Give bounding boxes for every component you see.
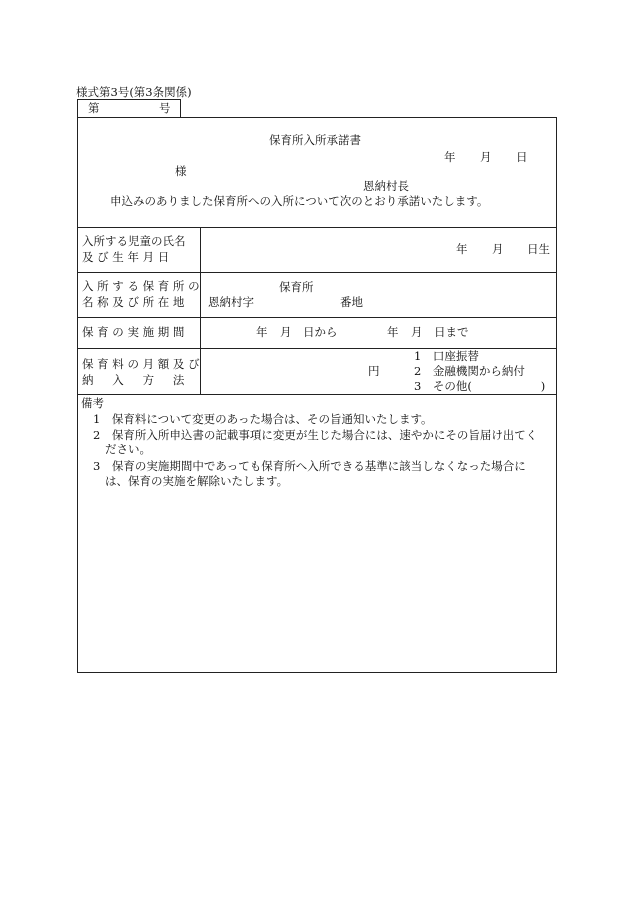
birth-year: 年 [456, 242, 468, 256]
birthdate-label: 及 び 生 年 月 日 [82, 250, 170, 264]
date-day: 日 [516, 150, 528, 164]
document-title: 保育所入所承諾書 [269, 133, 361, 147]
period-from-year: 年 [256, 325, 268, 339]
intro-text: 申込みのありました保育所への入所について次のとおり承諾いたします。 [110, 194, 489, 208]
child-name-label: 入所する児童の氏名 [82, 234, 186, 248]
row-divider-4 [77, 348, 557, 349]
date-month: 月 [480, 150, 492, 164]
form-label: 様式第3号(第3条関係) [76, 85, 192, 99]
location-label: 名 称 及 び 所 在 地 [82, 295, 185, 309]
remark-item-3: 3 保育の実施期間中であっても保育所へ入所できる基準に該当しなくなった場合に [93, 459, 526, 473]
period-to-day: 日まで [434, 325, 469, 339]
period-label: 保 育 の 実 施 期 間 [82, 325, 185, 339]
period-from-month: 月 [280, 325, 292, 339]
row-divider-5 [77, 394, 557, 395]
number-box-right: 号 [159, 101, 171, 115]
nursery-suffix: 保育所 [279, 280, 314, 294]
row-divider-2 [77, 272, 557, 273]
date-year: 年 [444, 150, 456, 164]
period-to-month: 月 [411, 325, 423, 339]
fee-label: 保 育 料 の 月 額 及 び [82, 357, 200, 371]
birth-day: 日生 [527, 242, 550, 256]
period-to-year: 年 [387, 325, 399, 339]
remark-item-2-cont: ださい。 [105, 442, 151, 456]
nursery-label: 入 所 す る 保 育 所 の [82, 279, 200, 293]
payment-label: 納 入 方 法 [82, 373, 185, 387]
village-prefix: 恩納村字 [208, 295, 254, 309]
banchi-suffix: 番地 [340, 295, 363, 309]
column-divider [200, 227, 201, 394]
remark-item-1: 1 保育料について変更のあった場合は、その旨通知いたします。 [93, 412, 433, 426]
row-divider-1 [77, 227, 557, 228]
remark-item-2: 2 保育所入所申込書の記載事項に変更が生じた場合には、速やかにその旨届け出てく [93, 428, 538, 442]
payment-option-3: 3 その他( ) [414, 379, 546, 393]
remarks-title: 備考 [81, 396, 104, 410]
row-divider-3 [77, 317, 557, 318]
number-box-left: 第 [88, 101, 100, 115]
addressee-suffix: 様 [175, 164, 187, 178]
fee-yen: 円 [368, 364, 380, 378]
period-from-day: 日から [303, 325, 338, 339]
remark-item-3-cont: は、保育の実施を解除いたします。 [105, 474, 289, 488]
birth-month: 月 [492, 242, 504, 256]
issuer-name: 恩納村長 [363, 179, 409, 193]
payment-option-1: 1 口座振替 [414, 349, 479, 363]
payment-option-2: 2 金融機関から納付 [414, 364, 525, 378]
